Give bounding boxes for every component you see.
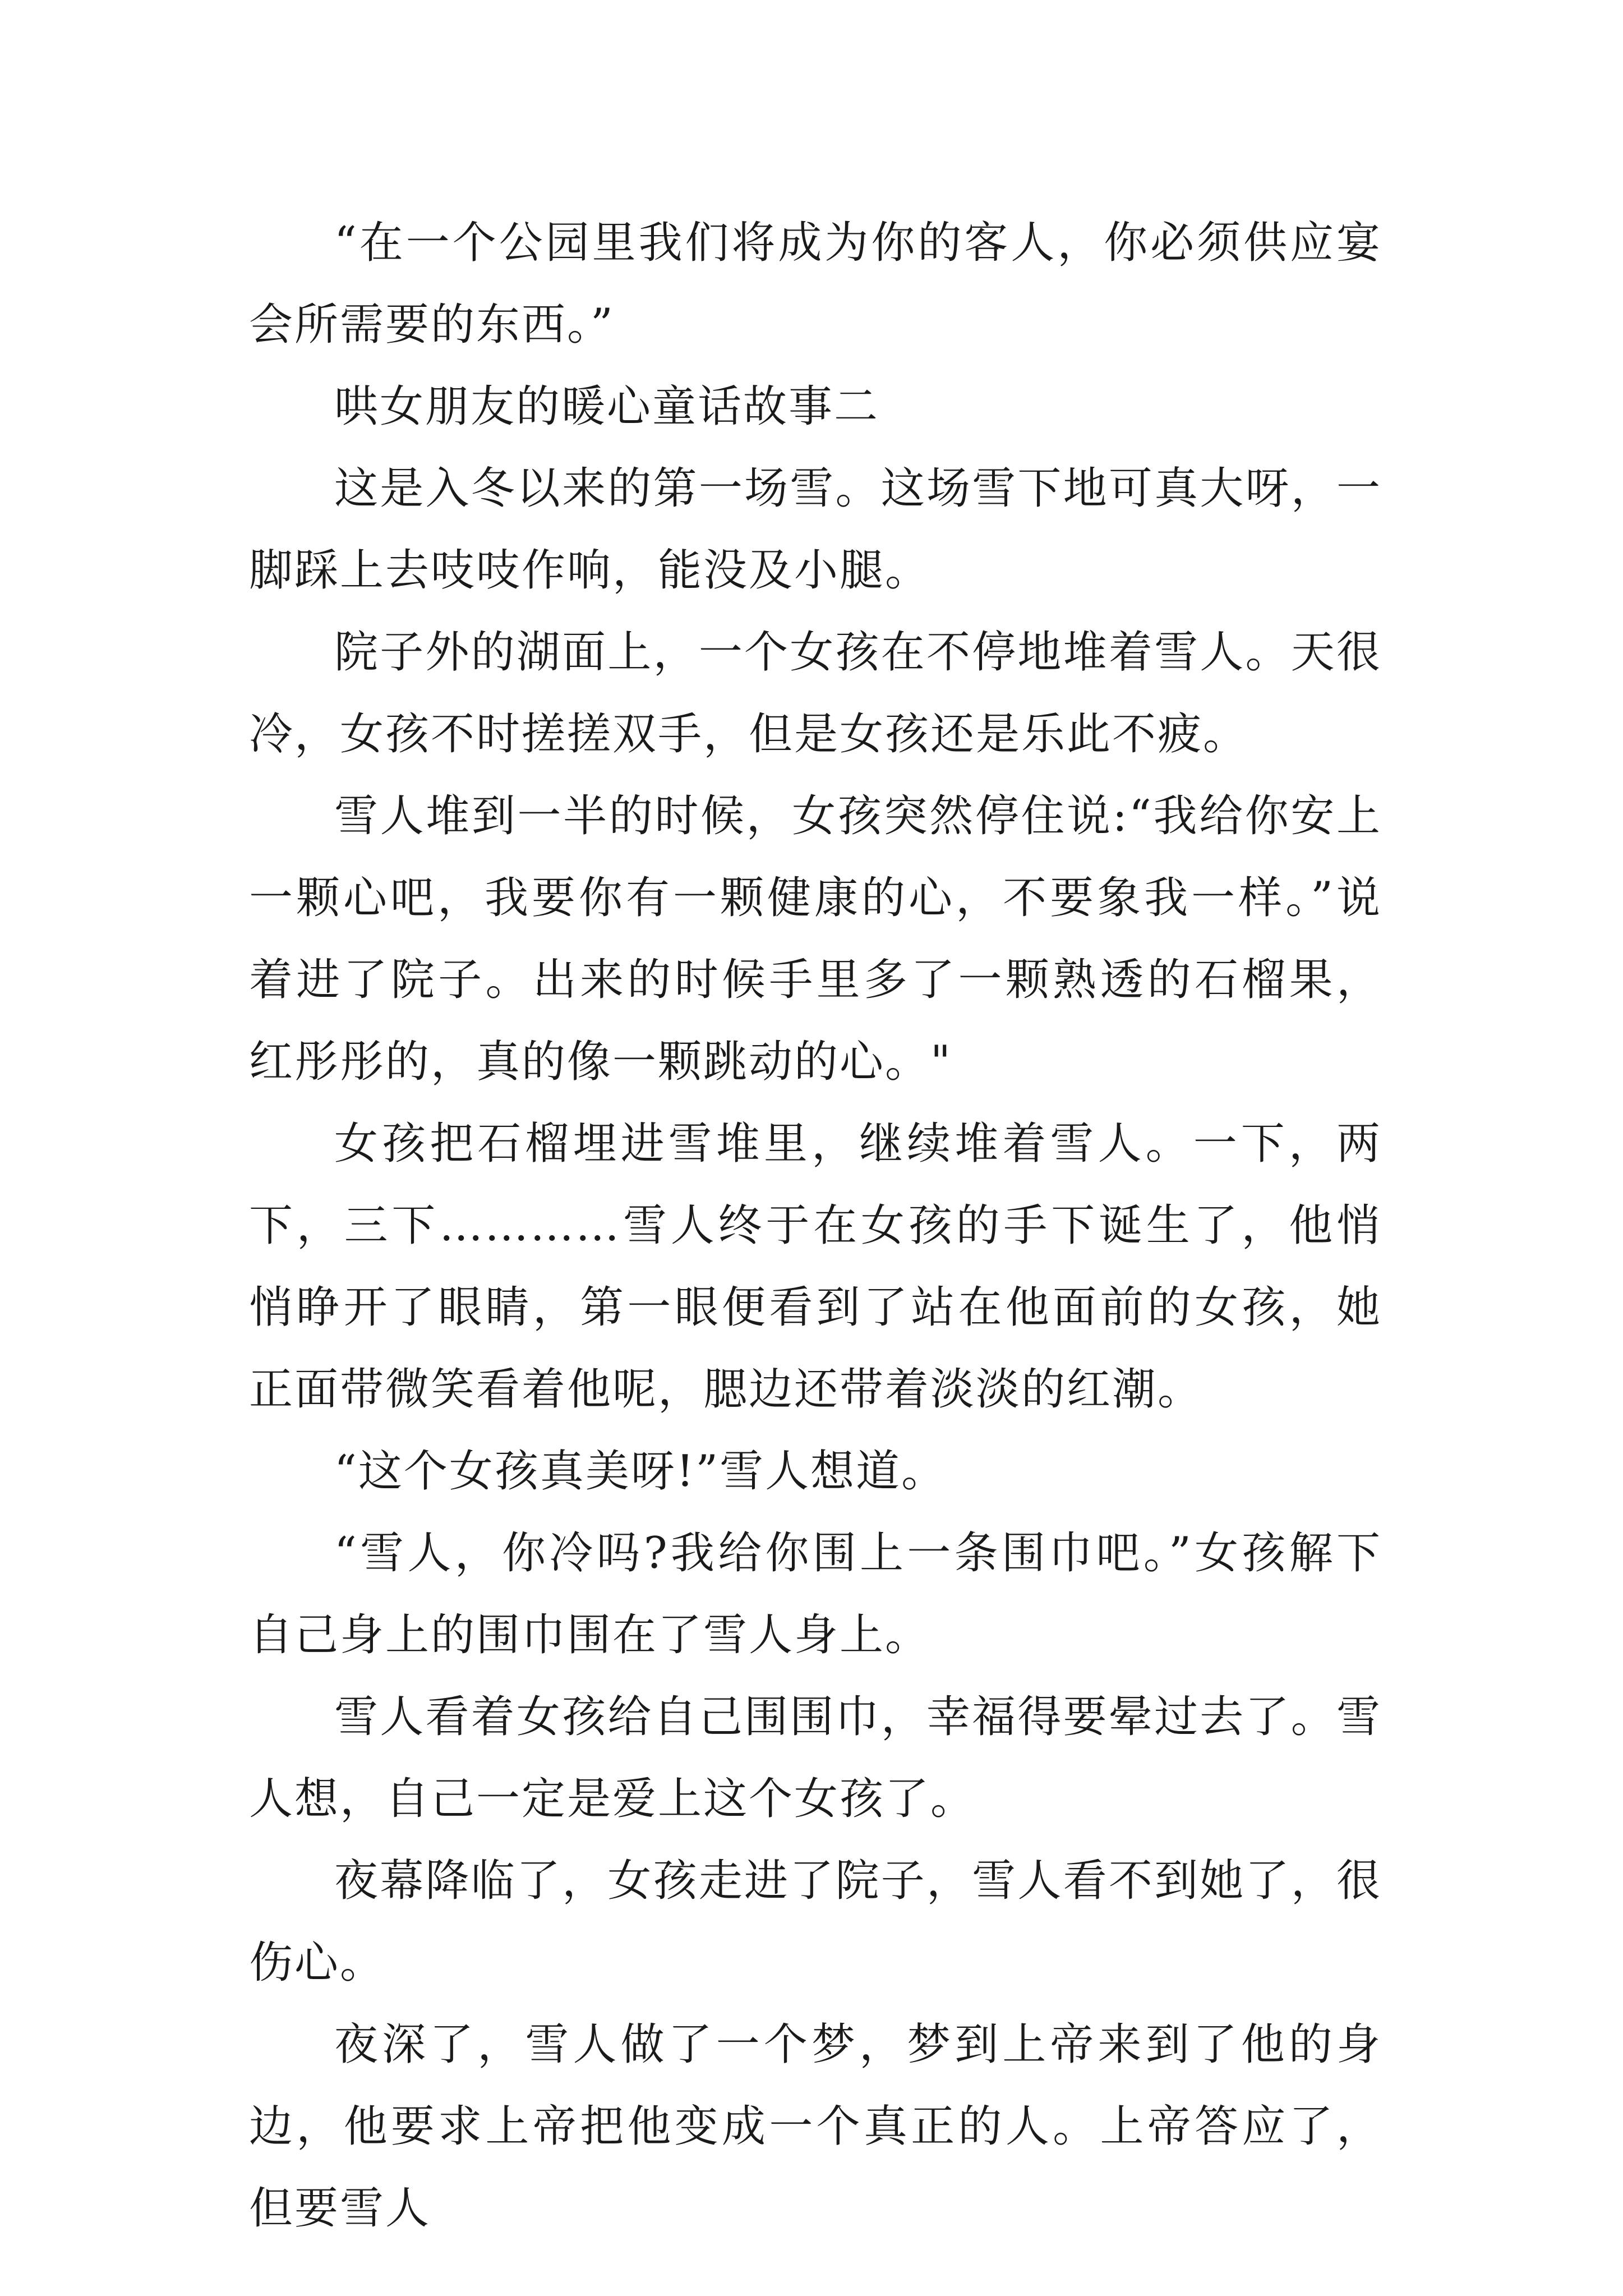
paragraph-6: 女孩把石榴埋进雪堆里，继续堆着雪人。一下，两下，三下…………雪人终于在女孩的手下诞生了，他悄悄睁开了眼睛，第一眼便看到了站在他面前的女孩，她正面带微笑看着他呢，腮边还带着淡淡的红潮。: [249, 1119, 1382, 1415]
paragraph-1: “在一个公园里我们将成为你的客人，你必须供应宴会所需要的东西。”: [249, 218, 1382, 350]
paragraph-8: “雪人，你冷吗?我给你围上一条围巾吧。”女孩解下自己身上的围巾围在了雪人身上。: [249, 1528, 1382, 1660]
paragraph-3: 这是入冬以来的第一场雪。这场雪下地可真大呀，一脚踩上去吱吱作响，能没及小腿。: [249, 463, 1382, 596]
story-title: 哄女朋友的暖心童话故事二: [334, 381, 880, 432]
paragraph-4: 院子外的湖面上，一个女孩在不停地堆着雪人。天很冷，女孩不时搓搓双手，但是女孩还是乐此不疲。: [249, 627, 1382, 760]
paragraph-9: 雪人看着女孩给自己围围巾，幸福得要晕过去了。雪人想，自己一定是爱上这个女孩了。: [249, 1692, 1382, 1824]
paragraph-11: 夜深了，雪人做了一个梦，梦到上帝来到了他的身边，他要求上帝把他变成一个真正的人。上帝答应了，但要雪人: [249, 2019, 1382, 2234]
paragraph-5: 雪人堆到一半的时候，女孩突然停住说:“我给你安上一颗心吧，我要你有一颗健康的心，不要象我一样。”说着进了院子。出来的时候手里多了一颗熟透的石榴果，红彤彤的，真的像一颗跳动的心。": [249, 791, 1382, 1087]
paragraph-7: “这个女孩真美呀!”雪人想道。: [334, 1446, 947, 1497]
paragraph-10: 夜幕降临了，女孩走进了院子，雪人看不到她了，很伤心。: [249, 1856, 1382, 1988]
body-text: [249, 202, 1382, 2249]
